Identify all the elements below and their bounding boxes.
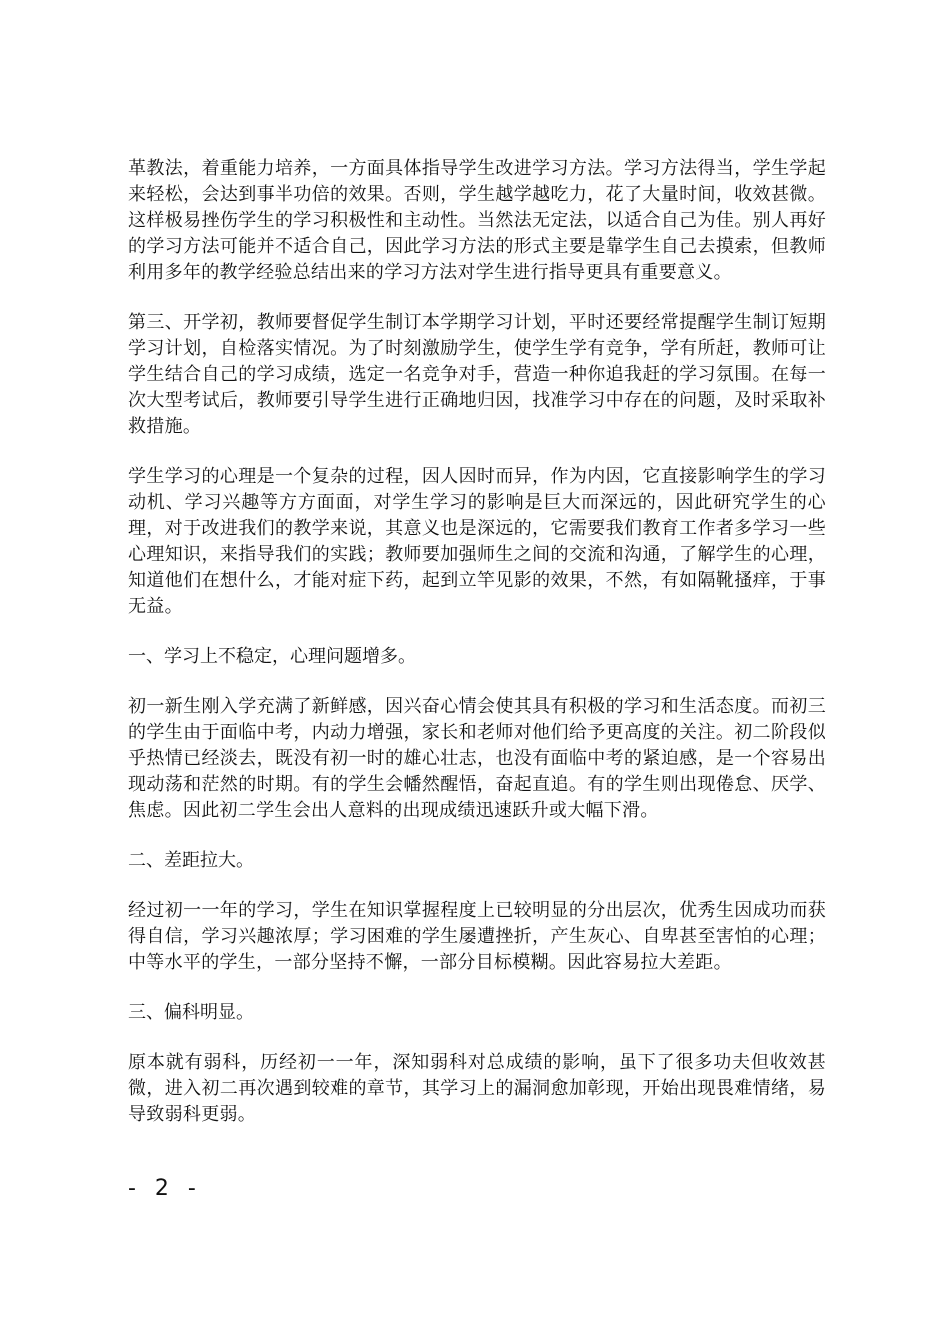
paragraph-learning-methods: 革教法，着重能力培养，一方面具体指导学生改进学习方法。学习方法得当，学生学起来轻松，会达到事半功倍的效果。否则，学生越学越吃力，花了大量时间，收效甚微。这样极易挫伤学生的学习积极性和主动性。当然法无定法，以适合自己为佳。别人再好的学习方法可能并不适合自己，因此学习方法的形式主要是靠学生自己去摸索，但教师利用多年的教学经验总结出来的学习方法对学生进行指导更具有重要意义。 [128, 158, 826, 283]
paragraph-grade-two-stage: 初一新生刚入学充满了新鲜感，因兴奋心情会使其具有积极的学习和生活态度。而初三的学生由于面临中考，内动力增强，家长和老师对他们给予更高度的关注。初二阶段似乎热情已经淡去，既没有初一时的雄心壮志，也没有面临中考的紧迫感，是一个容易出现动荡和茫然的时期。有的学生会幡然醒悟，奋起直追。有的学生则出现倦怠、厌学、焦虑。因此初二学生会出人意料的出现成绩迅速跃升或大幅下滑。 [128, 696, 826, 821]
document-body [128, 156, 826, 1152]
paragraph-subject-imbalance: 原本就有弱科，历经初一一年，深知弱科对总成绩的影响，虽下了很多功夫但收效甚微，进入初二再次遇到较难的章节，其学习上的漏洞愈加彰现，开始出现畏难情绪，易导致弱科更弱。 [128, 1052, 826, 1125]
section-heading-gap-widening: 二、差距拉大。 [128, 850, 254, 871]
paragraph-student-psychology: 学生学习的心理是一个复杂的过程，因人因时而异，作为内因，它直接影响学生的学习动机、学习兴趣等方方面面，对学生学习的影响是巨大而深远的，因此研究学生的心理，对于改进我们的教学来说，其意义也是深远的，它需要我们教育工作者多学习一些心理知识，来指导我们的实践；教师要加强师生之间的交流和沟通，了解学生的心理，知道他们在想什么，才能对症下药，起到立竿见影的效果，不然，有如隔靴搔痒，于事无益。 [128, 466, 826, 617]
paragraph-gap-widening: 经过初一一年的学习，学生在知识掌握程度上已较明显的分出层次，优秀生因成功而获得自信，学习兴趣浓厚；学习困难的学生屡遭挫折，产生灰心、自卑甚至害怕的心理；中等水平的学生，一部分坚持不懈，一部分目标模糊。因此容易拉大差距。 [128, 900, 826, 973]
page-number: - 2 - [128, 1176, 202, 1201]
section-heading-subject-imbalance: 三、偏科明显。 [128, 1002, 254, 1023]
paragraph-study-plan: 第三、开学初，教师要督促学生制订本学期学习计划，平时还要经常提醒学生制订短期学习计划，自检落实情况。为了时刻激励学生，使学生学有竞争，学有所赶，教师可让学生结合自己的学习成绩，选定一名竞争对手，营造一种你追我赶的学习氛围。在每一次大型考试后，教师要引导学生进行正确地归因，找准学习中存在的问题，及时采取补救措施。 [128, 312, 826, 437]
section-heading-instability: 一、学习上不稳定，心理问题增多。 [128, 646, 416, 667]
